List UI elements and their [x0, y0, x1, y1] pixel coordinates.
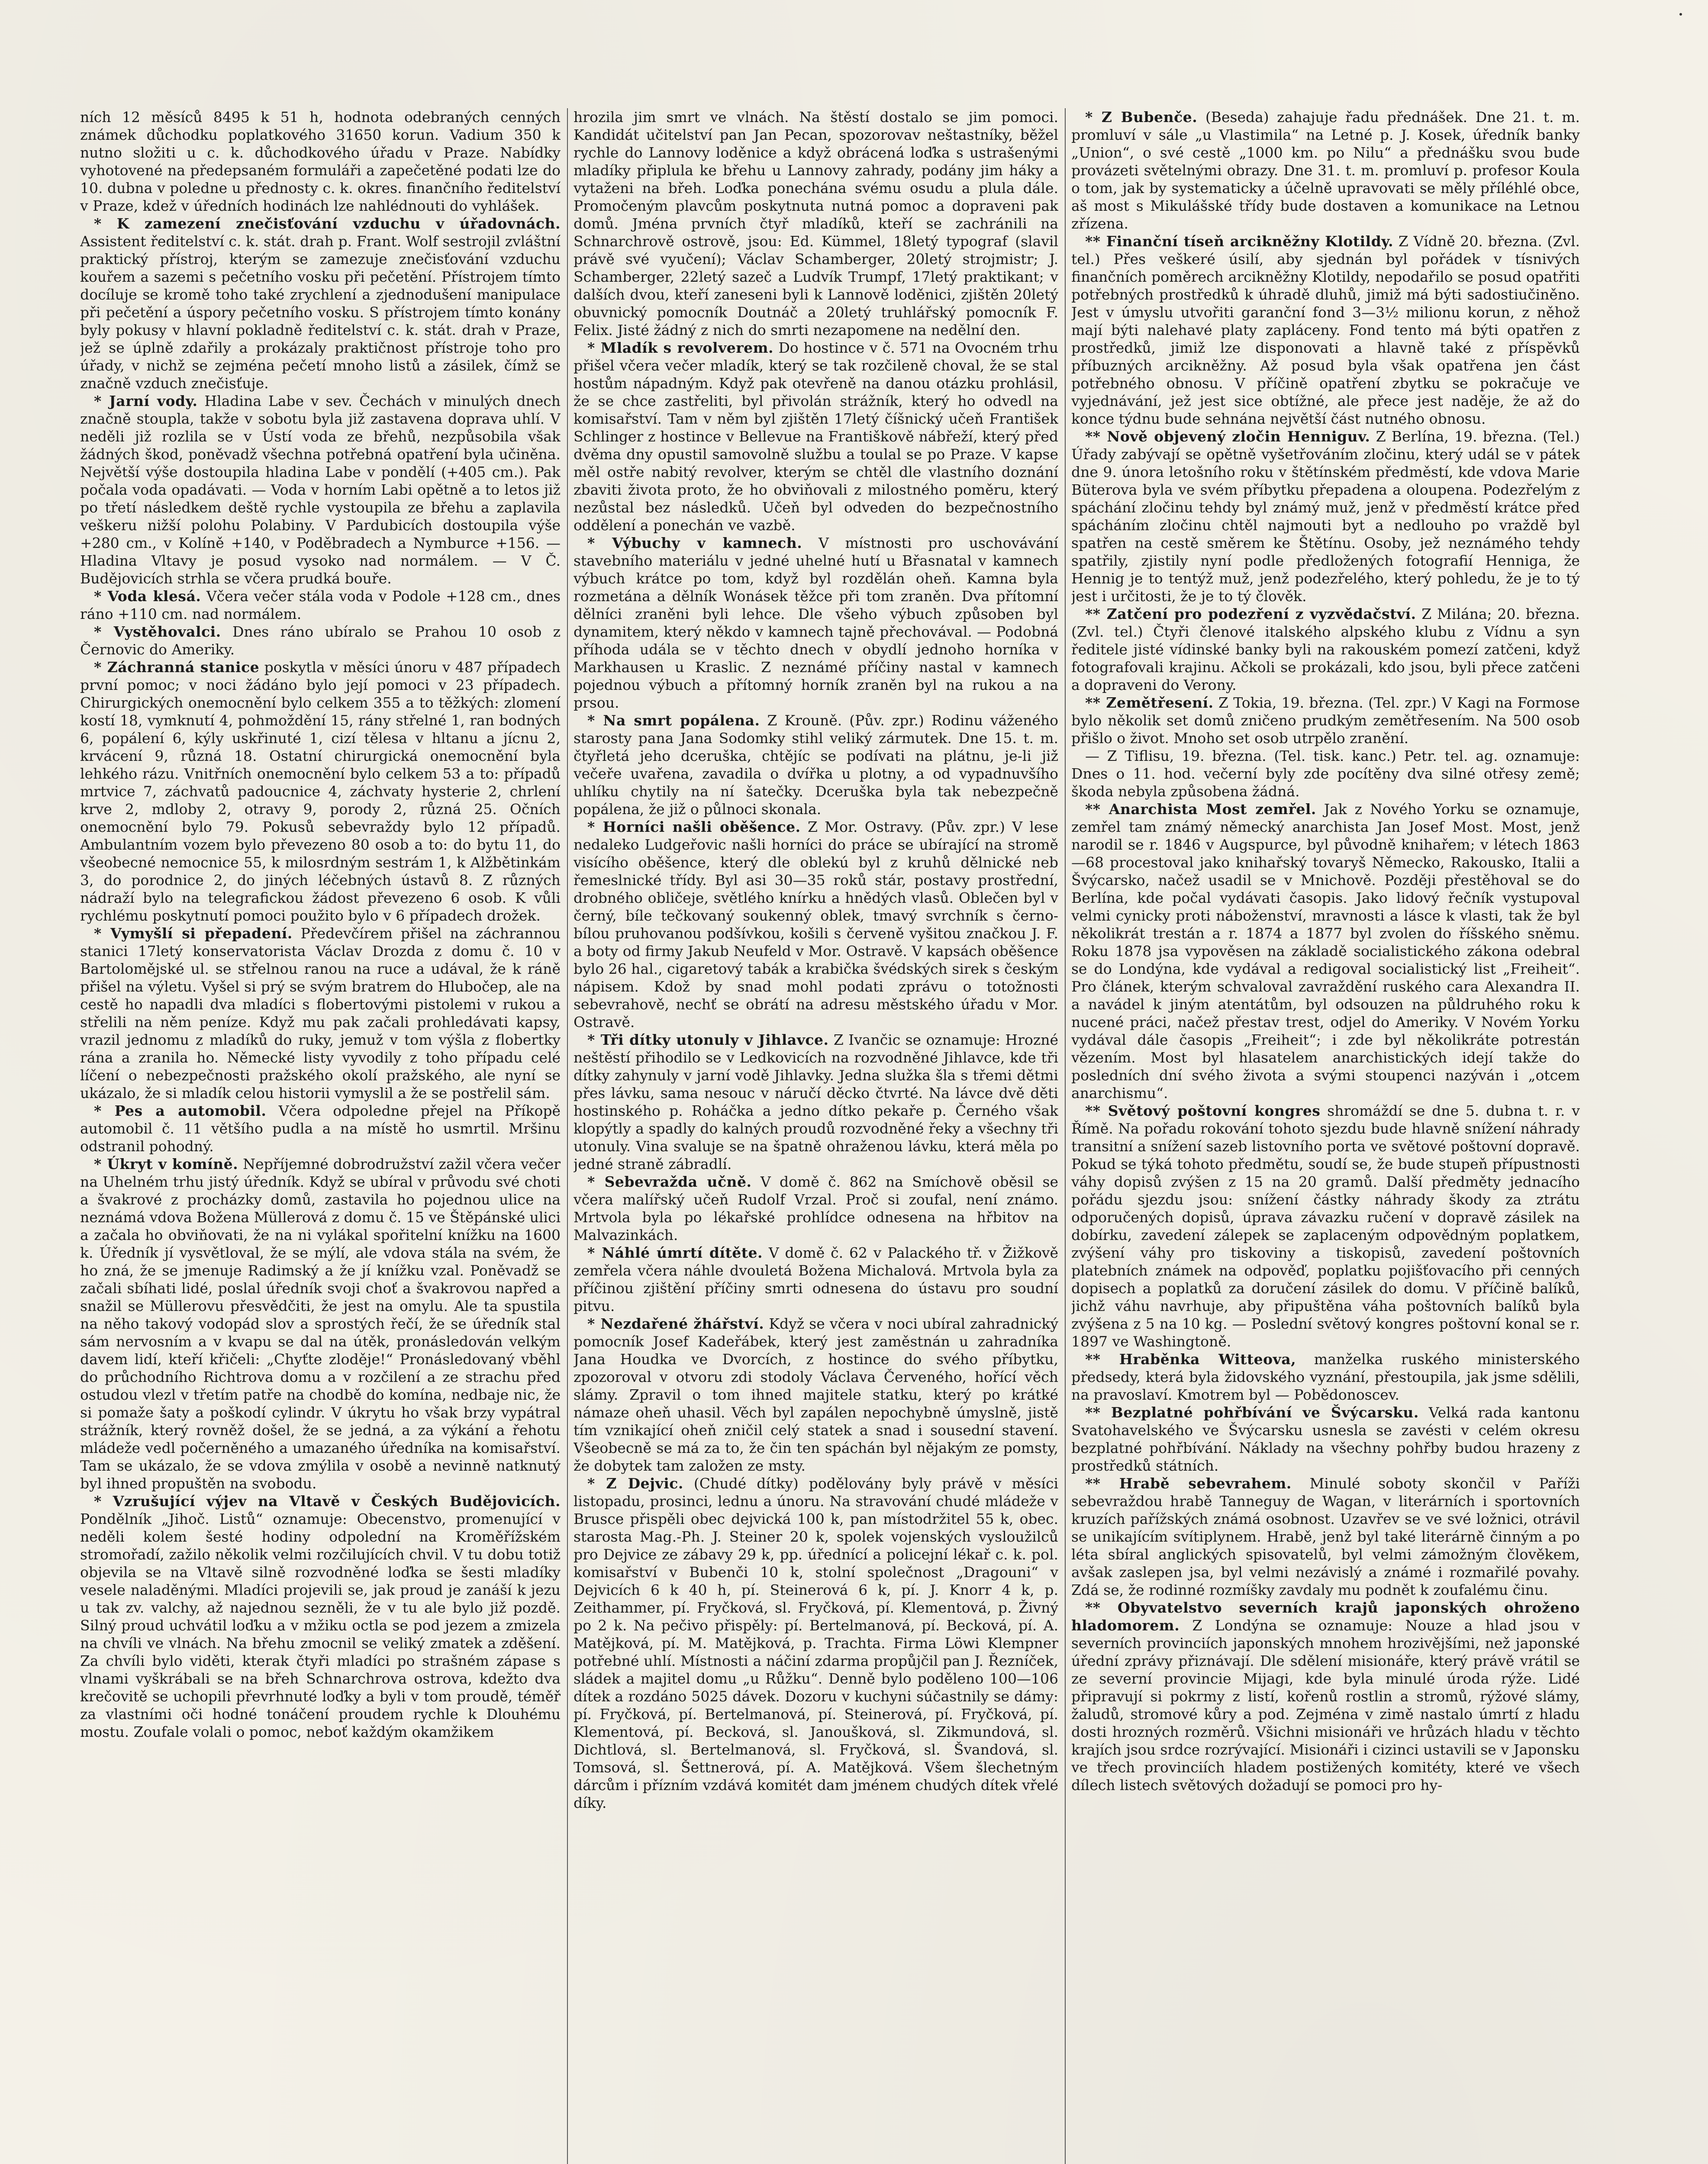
- text-column-1: [80, 108, 561, 2164]
- article-paragraph: [574, 1315, 1058, 1475]
- article-text: Jak z Nového Yorku se oznamuje, zemřel tam známý německý anarchista Jan Josef Most. Most, jenž narodil se r. 1846 v Augspurce, byl původně knihařem; v létech 1863—68 procestoval jako knihařský tovaryš Německo, Rakousko, Italii a Švýcarsko, načež usadil se v Mnichově. Později přestěhoval se do Berlína, kde počal vydávati časopis. Jako lidový řečník vystupoval velmi cynicky proti náboženství, mravnosti a lásce k vlasti, tak že byl několikrát trestán a r. 1874 a 1877 byl zvolen do říšského sněmu. Roku 1878 jsa vypověsen na základě socialistického zákona odebral se do Londýna, kde vydával a redigoval socialistický list „Freiheit“. Pro článek, kterým schvaloval zavraždění ruského cara Alexandra II. a navádel k jiným atentátům, byl odsouzen na půldruhého roku k nucené práci, načež přestav trest, odjel do Ameriky. V Novém Yorku vydával dále časopis „Freiheit“; i zde byl několikráte potrestán vězením. Most byl hlasatelem anarchistických idejí takže do posledních dní svého života a svými stoupenci nazýván i „otcem anarchismu“.: [1071, 801, 1580, 1101]
- article-text: Nepříjemné dobrodružství zažil včera večer na Uhelném trhu jistý úředník. Když se ubíral v průvodu své choti a švakrové z procházky domů, zastavila ho pojednou ulice na neznámá vdova Božena Müllerová z domu č. 15 ve Štěpánské ulici a začala ho obviňovati, že na ni vylákal spořitelní knížku na 1600 k. Úředník jí vysvětloval, že se mýlí, ale vdova stála na svém, že ho zná, že se jmenuje Radimský a že jí knížku vzal. Poněvadž se začali sbíhati lidé, poslal úředník svoji choť a švakrovou napřed a snažil se Müllerovu přesvědčiti, že jest na omylu. Ale ta spustila na něho takový vodopád slov a sprostých řečí, že se úředník stal sám nervosním a v kvapu se dal na útěk, pronásledován velkým davem lidí, kteří křičeli: „Chyťte zloděje!“ Pronásledovaný vběhl do průchodního Richtrova domu a v rozčilení a ze strachu před ostudou vlezl v třetím patře na chodbě do komína, nedbaje nic, že si pomaže šaty a poškodí cylindr. V úkrytu ho však brzy vypátral strážník, který rovněž došel, že se jedná, a za výkání a řehotu mládeže vedl počerněného a umazaného úředníka na komisařství. Tam se ukázalo, že se vdova zmýlila v osobě a nevinně natknutý byl ihned propuštěn na svobodu.: [80, 1156, 561, 1492]
- article-paragraph: [1071, 1102, 1580, 1350]
- article-text: Assistent ředitelství c. k. stát. drah p. Frant. Wolf sestrojil zvláštní praktický přístroj, kterým se zamezuje znečisťování vzduchu kouřem a sazemi s pečetního vosku při pečetění. Přístrojem tímto docíluje se kromě toho také zrychlení a zjednodušení manipulace při pečetění a úspory pečetního vosku. S přístrojem tímto konány byly pokusy v hlavní pokladně ředitelství c. k. stát. drah v Praze, jež se úplně zdařily a prokázaly praktičnost přístroje toho pro úřady, v nichž se zejména pečetí mnoho listů a zásilek, čímž se značně vzduch znečisťuje.: [80, 233, 561, 392]
- article-paragraph: [574, 712, 1058, 818]
- article-text: ních 12 měsíců 8495 k 51 h, hodnota odebraných cenných známek důchodku poplatkového 31650 korun. Vadium 350 k nutno složiti u c. k. důchodkového úřadu v Praze. Nabídky vyhotovené na předepsaném formuláři a zapečetěné podati lze do 10. dubna v poledne u přednosty c. k. okres. finančního ředitelství v Praze, kdež v úředních hodinách lze nahlédnouti do vyhlášek.: [80, 109, 561, 214]
- column-rule-2: [1065, 108, 1066, 2164]
- article-heading: * Voda klesá.: [94, 588, 201, 605]
- article-paragraph: [80, 1102, 561, 1155]
- article-paragraph: [574, 534, 1058, 712]
- article-heading: * Horníci našli oběšence.: [587, 818, 801, 835]
- article-paragraph: [1071, 108, 1580, 232]
- article-paragraph: [574, 1244, 1058, 1315]
- article-heading: * K zamezení znečisťování vzduchu v úřadovnách.: [94, 215, 561, 232]
- article-text: Z Krouně. (Pův. zpr.) Rodinu váženého starosty pana Jana Sodomky stihl veliký zármutek. Dne 15. t. m. čtyřletá jeho dceruška, chtějíc se podívati na plátnu, je-li již večeře uvařena, zavadila o dvířka u plotny, a od vypadnuvšího uhlíku chytily na ní šatečky. Dceruška byla tak nebezpečně popálena, že již o půlnoci skonala.: [574, 712, 1058, 818]
- article-paragraph: [574, 1475, 1058, 1812]
- text-column-3: [1071, 108, 1580, 2164]
- article-heading: ** Hraběnka Witteova,: [1085, 1351, 1296, 1368]
- article-text: Z Vídně 20. března. (Zvl. tel.) Přes veškeré úsilí, aby sjednán byl pořádek v tísnivých finančních poměrech arcikněžny Klotildy, nepodařilo se posud opatřiti potřebných prostředků k úhradě dluhů, jimiž má býti sadostiučiněno. Jest v úmyslu utvořiti garanční fond 3—3½ milionu korun, z něhož mají býti nalehavé platy zapláceny. Fond tento má býti opatřen z prostředků, jimiž lze disponovati a hlavně také z příspěvků příbuzných arcikněžny. Až posud byla však opatřena jen část potřebného obnosu. V příčině opatření zbytku se pokračuje ve vyjednávání, jež jest sice obtížné, ale přece jest naděje, že až do konce týdnu bude sehnána největší část nutného obnosu.: [1071, 233, 1580, 427]
- article-paragraph: [574, 1031, 1058, 1173]
- article-text: Pondělník „Jihoč. Listů“ oznamuje: Obecenstvo, promenující v neděli kolem šesté hodiny odpolední na Kroměřížském stromořadí, zažilo několik velmi rozčilujících chvil. V tu dobu totiž objevila se na Vltavě silně rozvodněné loďka se šesti mladíky vesele naladěnými. Mladíci projevili se, jak proud je zanáší k jezu u tak zv. valchy, až najednou sezněli, že v tu ale bylo již pozdě. Silný proud uchvátil loďku a v mžiku octla se pod jezem a zmizela na chvíli ve vlnách. Na břehu zmocnil se veliký zmatek a zděšení. Za chvíli bylo viděti, kterak čtyři mladíci po strašném zápase s vlnami vyškrábali se na břeh Schnarchrova ostrova, kdežto dva krečovitě se uchopili převrhnuté loďky a byli v tom proudě, téměř za vlastními oči hodné tonáčení proudem rychle k Dlouhému mostu. Zoufale volali o pomoc, neboť každým okamžikem: [80, 1510, 561, 1740]
- article-heading: * Nezdařené žhářství.: [587, 1315, 764, 1332]
- article-heading: ** Hrabě sebevrahem.: [1085, 1475, 1292, 1492]
- article-text: — Z Tiflisu, 19. března. (Tel. tisk. kanc.) Petr. tel. ag. oznamuje: Dnes o 11. hod. večerní byly zde pocítěny dva silné otřesy země; škoda nebyla způsobena žádná.: [1071, 747, 1580, 800]
- article-paragraph: [80, 658, 561, 924]
- article-text: Z Ivančic se oznamuje: Hrozné neštěstí přihodilo se v Ledkovicích na rozvodněné Jihlavce, kde tři dítky zahynuly v jarní vodě Jihlavky. Jedna služka šla s třemi dětmi přes lávku, sama nesouc v náručí děcko čtvrté. Na lávce dvě děti hostinského p. Roháčka a jedno dítko pekaře p. Černého však klopýtly a spadly do kalných proudů rozvodněné řeky a všechny tři utonuly. Vina svaluje se na špatně ohraženou lávku, která měla po jedné straně zábradlí.: [574, 1031, 1058, 1172]
- article-text: Včera odpoledne přejel na Příkopě automobil č. 11 většího pudla a na místě ho usmrtil. Mršinu odstranil pohodný.: [80, 1102, 561, 1155]
- article-text: (Beseda) zahajuje řadu přednášek. Dne 21. t. m. promluví v sále „u Vlastimila“ na Letné p. J. Kosek, úředník banky „Union“, o své cestě „1000 km. po Nilu“ a přednášku svou bude provázeti světelnými obrazy. Dne 31. t. m. promluví p. profesor Koula o tom, jak by systematicky a účelně upravovati se měly příléhlé obce, aš most s Mikulášské třídy bude dostaven a komunikace na Letnou zřízena.: [1071, 109, 1580, 232]
- article-heading: ** Světový poštovní kongres: [1085, 1102, 1321, 1119]
- article-paragraph: [1071, 1404, 1580, 1475]
- article-heading: * Tři dítky utonuly v Jihlavce.: [587, 1031, 829, 1048]
- print-speck: [1679, 13, 1682, 16]
- article-text: (Chudé dítky) podělovány byly právě v měsíci listopadu, prosinci, lednu a únoru. Na stravování chudé mládeže v Brusce přispěli obec dejvická 100 k, pan místodržitel 55 k, obec. starosta Mag.-Ph. J. Steiner 20 k, spolek vojenských vysloužilců pro Dejvice ze zábavy 29 k, pp. úřednící a policejní lékař c. k. pol. komisařství v Bubenči 10 k, stolní společnost „Dragouni“ v Dejvicích 6 k 40 h, pí. Steinerová 6 k, pí. J. Knorr 4 k, p. Zeithammer, pí. Fryčková, sl. Fryčková, pí. Klementová, p. Živný po 2 k. Na pečivo přispěly: pí. Bertelmanová, pí. Becková, pí. A. Matějková, pí. M. Matějková, p. Trachta. Firma Löwi Klempner potřebné uhlí. Místnosti a náčiní zdarma propůjčil pan J. Řezníček, sládek a majitel domu „u Růžku“. Denně bylo poděleno 100—106 dítek a rozdáno 5025 dávek. Dozoru v kuchyni súčastnily se dámy: pí. Fryčková, pí. Bertelmanová, pí. Steinerová, pí. Fryčková, pí. Klementová, pí. Becková, sl. Janoušková, sl. Zikmundová, sl. Dichtlová, sl. Bertelmanová, sl. Fryčková, sl. Švandová, sl. Tomsová, sl. Šettnerová, pí. A. Matějková. Všem šlechetným dárcům i přízním vzdává komitét dam jménem chudých dítek vřelé díky.: [574, 1475, 1058, 1811]
- article-heading: * Z Dejvic.: [587, 1475, 683, 1492]
- article-paragraph: [1071, 1599, 1580, 1794]
- article-heading: ** Zemětřesení.: [1085, 694, 1214, 711]
- article-paragraph: [1071, 1475, 1580, 1599]
- article-text: V domě č. 62 v Palackého tř. v Žižkově zemřela včera náhle dvouletá Božena Michalová. Mrtvola byla za příčinou zjištění příčiny smrti odnesena do ústavu pro soudní pitvu.: [574, 1244, 1058, 1314]
- article-heading: * Úkryt v komíně.: [94, 1156, 238, 1172]
- article-text: Z Mor. Ostravy. (Pův. zpr.) V lese nedaleko Ludgeřovic našli horníci do práce se ubírající na stromě visícího oběšence, který dle oblekú byl z kruhů dělnické neb řemeslnické třídy. Byl asi 30—35 roků stár, postavy prostřední, drobného obličeje, světlého knírku a hnědých vlasů. Oblečen byl v černý, bíle tečkovaný soukenný oblek, tmavý svrchník s černo-bílou pruhovanou podšívkou, košili s červeně vyšitou značkou J. F. a boty od firmy Jakub Neufeld v Mor. Ostravě. V kapsách oběšence bylo 26 hal., cigaretový tabák a krabička švédských sirek s českým nápisem. Kdož by snad mohl podati zprávu o totožnosti sebevrahově, nechť se obrátí na adresu městského úřadu v Mor. Ostravě.: [574, 818, 1058, 1030]
- article-paragraph: [574, 1173, 1058, 1244]
- article-paragraph: [80, 924, 561, 1102]
- article-heading: ** Nově objevený zločin Henniguv.: [1085, 428, 1370, 445]
- article-paragraph: [1071, 1350, 1580, 1404]
- article-heading: * Náhlé úmrtí dítěte.: [587, 1244, 763, 1261]
- text-column-2: [574, 108, 1058, 2164]
- article-text: V místnosti pro uschovávání stavebního materiálu v jedné uhelné hutí u Břasnatal v kamnech výbuch krátce po tom, když byl rozdělán oheň. Kamna byla rozmetána a dělník Wonásek těžce při tom zraněn. Dva přítomní dělníci zraněni byli lehce. Dle všeho výbuch způsoben byl dynamitem, který někdo v kamnech tajně přechovával. — Podobná příhoda udála se v těchto dnech v obydlí jednoho horníka v Markhausen u Kraslic. Z neznámé příčiny nastal v kamnech pojednou výbuch a přítomný horník zraněn byl na rukou a na prsou.: [574, 535, 1058, 711]
- article-paragraph: [1071, 605, 1580, 694]
- article-paragraph: [1071, 232, 1580, 428]
- article-text: V domě č. 862 na Smíchově oběsil se včera malířský učeň Rudolf Vrzal. Proč si zoufal, není známo. Mrtvola byla po lékařské prohlídce odnesena na hřbitov na Malvazinkách.: [574, 1173, 1058, 1243]
- article-heading: ** Zatčení pro podezření z vyzvědačství.: [1085, 605, 1416, 622]
- article-heading: * Vzrušující výjev na Vltavě v Českých Budějovicích.: [94, 1493, 561, 1510]
- article-paragraph: [80, 587, 561, 623]
- article-text: manželka ruského ministerského předsedy, která byla židovského vyznání, přestoupila, jak jsme sdělili, na pravoslaví. Kmotrem byl — Pobědonoscev.: [1071, 1351, 1580, 1403]
- article-heading: ** Anarchista Most zemřel.: [1085, 801, 1316, 818]
- article-paragraph: [574, 108, 1058, 339]
- article-text: Dnes ráno ubíralo se Prahou 10 osob z Černovic do Ameriky.: [80, 623, 561, 658]
- article-heading: * Záchranná stanice: [94, 659, 260, 676]
- article-heading: * Na smrt popálena.: [587, 712, 760, 729]
- article-paragraph: [574, 818, 1058, 1031]
- article-paragraph: [80, 623, 561, 658]
- article-text: Velká rada kantonu Svatohavelského ve Švýcarsku usnesla se zavésti v celém okresu bezplatné pohřbívání. Náklady na všechny pohřby budou hrazeny z prostředků státních.: [1071, 1404, 1580, 1474]
- article-text: Do hostince v č. 571 na Ovocném trhu přišel včera večer mladík, který se tak rozčileně choval, že se stal hostům nápadným. Když pak otevřeně na danou otázku prohlásil, že se chce zastřeliti, byl přivolán strážník, který ho odvedl na komisařství. Tam v něm byl zjištěn 17letý číšnický učeň František Schlinger z hostince v Bellevue na Františkově nábřeží, který před dvěma dny opustil samovolně službu a toulal se po Praze. V kapse měl ostře nabitý revolver, kterým se chtěl dle vlastního doznání zbaviti života proto, že ho obviňovali z milostného poměru, který nezůstal bez následků. Učeň byl odveden do bezpečnostního oddělení a ponechán ve vazbě.: [574, 339, 1058, 534]
- article-heading: * Výbuchy v kamnech.: [587, 535, 802, 551]
- article-text: Minulé soboty skončil v Paříži sebevraždou hrabě Tanneguy de Wagan, v literárních i sportovních kruzích pařížských známá osobnost. Uzavřev se ve své ložnici, otrávil se unikajícím svítiplynem. Hrabě, jenž byl také literárně činným a po léta sbíral anglických spisovatelů, byl velmi zámožným člověkem, avšak zaslepen jsa, byl velmi nezávislý a známé i rozmařilé povahy. Zdá se, že rodinné rozmíšky zavdaly mu podnět k zoufalému činu.: [1071, 1475, 1580, 1598]
- article-paragraph: [80, 1492, 561, 1741]
- article-heading: * Z Bubenče.: [1085, 109, 1198, 126]
- article-heading: ** Bezplatné pohřbívání ve Švýcarsku.: [1085, 1404, 1419, 1421]
- article-text: Z Berlína, 19. března. (Tel.) Úřady zabývají se opětně vyšetřováním zločinu, který udál se v pátek dne 9. února letošního roku v štětínském předměstí, kde vdova Marie Büterova byla ve svém příbytku přepadena a oloupena. Podezřelým z spáchání zločinu tehdy byl známý muž, jenž v předměstí krátce před spácháním zločinu chtěl najmouti byt a nedlouho po vraždě byl spatřen na cestě směrem ke Štětínu. Osoby, jež neznámého tehdy spatřily, zjistily nyní podle předložených fotografií Henniga, že Hennig je to tentýž muž, jenž podezřelého, který pohledu, že je to tý jest i určitosti, že je to tý člověk.: [1071, 428, 1580, 605]
- article-text: Z Milána; 20. března. (Zvl. tel.) Čtyři členové italského alpského klubu z Vídnu a syn ředitele jisté vídinské banky byli na rakouském pomezí zatčeni, když fotografovali krajinu. Ačkoli se prokázali, kdo jsou, byli přece zatčeni a dopraveni do Verony.: [1071, 605, 1580, 693]
- article-paragraph: [1071, 747, 1580, 800]
- article-text: shromáždí se dne 5. dubna t. r. v Římě. Na pořadu rokování tohoto sjezdu bude hlavně snížení náhrady transitní a snížení sazeb listovního porta ve světové poštovní dopravě. Pokud se týká tohoto předmětu, soudí se, že bude stupeň přípustnosti váhy dopisů zvýšen z 15 na 20 gramů. Další předměty jednacího pořádu sjezdu jsou: snížení částky náhrady škody za ztrátu odporučených dopisů, úprava závazku ručení v dopravě zásilek na dobírku, zavedení zálepek se zaplaceným odpovědným poplatkem, zvýšení váhy pro tiskoviny a tiskopisů, zavedení poštovních platebních známek na odpověď, poplatku pojišťovacího při cenných dopisech a poplatků za doručení zásilek do domu. V příčině balíků, jichž váhu navrhuje, aby připuštěna váha poštovních balíků byla zvýšena z 5 na 10 kg. — Poslední světový kongres poštovní konal se r. 1897 ve Washingtoně.: [1071, 1102, 1580, 1350]
- article-heading: ** Obyvatelstvo severních krajů japonských ohroženo hladomorem.: [1071, 1599, 1580, 1634]
- article-paragraph: [1071, 800, 1580, 1102]
- article-text: Předevčírem přišel na záchrannou stanici 17letý konservatorista Václav Drozda z domu č. 10 v Bartolomějské ul. se střelnou ranou na ruce a udával, že k ráně přišel na výletu. Vyšel si prý se svým bratrem do Hlubočep, ale na cestě ho napadli dva mladíci s flobertovými pistolemi v rukou a střelili na něm peníze. Když mu pak začali prohledávati kapsy, vrazil jednomu z mladíků do ruky, jemuž v tom výšla z flobertky rána a zranila ho. Německé listy vyvodily z toho případu celé líčení o nebezpečnosti pražského okolí pražského, ale nyní se ukázalo, že si mladík celou historii vymyslil a že se postřelil sám.: [80, 925, 561, 1101]
- article-heading: * Vystěhovalci.: [94, 623, 221, 640]
- article-text: Když se včera v noci ubíral zahradnický pomocník Josef Kadeřábek, který jest zaměstnán u zahradníka Jana Houdka ve Dvorcích, z hostince do svého příbytku, zpozoroval v otvoru zdi stodoly Václava Červeného, hořící věch slámy. Zpravil o tom ihned majitele statku, který po krátké námaze oheň uhasil. Věch byl zapálen nepochybně úmyslně, jistě tím vznikající oheň zničil celý statek a snad i sousední stavení. Všeobecně se má za to, že čin ten spáchán byl nějakým ze pomsty, že dobytek tam založen ze msty.: [574, 1315, 1058, 1474]
- article-heading: * Jarní vody.: [94, 393, 198, 409]
- article-heading: * Mladík s revolverem.: [587, 339, 774, 356]
- article-text: poskytla v měsíci únoru v 487 případech první pomoc; v noci žádáno bylo její pomoci v 23 případech. Chirurgických onemocnění bylo celkem 355 a to těžkých: zlomení kostí 18, vymknutí 4, pohmoždění 15, rány střelné 1, ran bodných 6, popálení 6, kýly uskřinuté 1, cizí tělesa v hltanu a jícnu 2, krvácení 9, různá 18. Ostatní chirurgická onemocnění byla lehkého rázu. Vnitřních onemocnění bylo celkem 53 a to: případů mrtvice 7, záchvatů padoucnice 4, záchvaty hysterie 2, chrlení krve 2, mdloby 2, otravy 9, porody 2, různá 25. Očních onemocnění bylo 79. Pokusů sebevraždy bylo 12 případů. Ambulantním vozem bylo převezeno 80 osob a to: do bytu 11, do všeobecné nemocnice 55, k milosrdným sestrám 1, k Alžbětinkám 3, do porodnice 2, do jiných léčebných ústavů 8. Z různých nádraží bylo na telegrafickou žádost převezeno 6 osob. K vůli rychlému poskytnutí pomoci použito bylo v 6 případech drožek.: [80, 659, 561, 924]
- article-paragraph: [80, 1155, 561, 1492]
- column-rule-1: [567, 108, 568, 2164]
- article-heading: * Vymyšlí si přepadení.: [94, 925, 293, 942]
- article-paragraph: [80, 392, 561, 587]
- article-text: Z Tokia, 19. března. (Tel. zpr.) V Kagi na Formose bylo několik set domů zničeno prudkým zemětřesením. Na 500 osob přišlo o život. Mnoho set osob utrpělo zranění.: [1071, 694, 1580, 747]
- article-text: Z Londýna se oznamuje: Nouze a hlad jsou v severních provinciích japonských mnohem hrozivějšími, než japonské úřední zprávy přiznávají. Dle sdělení misionáře, který právě vrátil se ze severní provincie Mijagi, kde byla minulé úroda rýže. Lidé připravují si pokrmy z listí, kořenů rostlin a stromů, rýžové slámy, žaludů, stromové kůry a pod. Zejména v zimě nastalo úmrtí z hladu dosti hrozných rozměrů. Všichni misionáři ve hrůzách hladu v těchto krajích jsou srdce rozrývající. Misionáři i cizinci ustavili se v Japonsku ve třech provinciích hladem postižených komitéty, které ve všech dílech listech světových dožadují se pomoci pro hy-: [1071, 1617, 1580, 1794]
- article-paragraph: [80, 108, 561, 215]
- article-paragraph: [80, 215, 561, 392]
- article-heading: * Pes a automobil.: [94, 1102, 267, 1119]
- article-paragraph: [1071, 428, 1580, 605]
- article-text: hrozila jim smrt ve vlnách. Na štěstí dostalo se jim pomoci. Kandidát učitelství pan Jan Pecan, spozorovav neštastníky, běžel rychle do Lannovy loděnice a když obrácená loďka s ustrašenými mladíky připlula ke břehu u Lannovy zahrady, podány jim háky a vytaženi na břeh. Loďka ponechána svému osudu a plula dále. Promočeným plavcům poskytnuta nutná pomoc a dopraveni pak domů. Jména prvních čtyř mladíků, kteří se zachránili na Schnarchrově ostrově, jsou: Ed. Kümmel, 18letý typograf (slavil právě své vyučení); Václav Schamberger, 20letý strojmistr; J. Schamberger, 22letý sazeč a Ludvík Trumpf, 17letý praktikant; v dalších dvou, kteří zaneseni byli k Lannově loděnici, zjištěn 20letý obuvnický pomocník Doutnáč a 20letý truhlářský pomocník F. Felix. Jisté žádný z nich do smrti nezapomene na nedělní den.: [574, 109, 1058, 338]
- article-heading: ** Finanční tíseň arcikněžny Klotildy.: [1085, 233, 1394, 250]
- article-text: Hladina Labe v sev. Čechách v minulých dnech značně stoupla, takže v sobotu byla již zastavena doprava uhlí. V neděli již rozlila se v Ústí voda ze břehů, nezpůsobila však žádných škod, poněvadž všechna potřebná opatření byla učiněna. Největší výše dostoupila hladina Labe v pondělí (+405 cm.). Pak počala voda opadávati. — Voda v horním Labi opětně a to letos již po třetí následkem deště rychle vystoupila ze břehu a zaplavila veškeru nižší polohu Polabiny. V Pardubicích dostoupila výše +280 cm., v Kolíně +140, v Poděbradech a Nymburce +156. — Hladina Vltavy je posud vysoko nad normálem. — V Č. Budějovicích strhla se včera prudká bouře.: [80, 393, 561, 587]
- article-text: Včera večer stála voda v Podole +128 cm., dnes ráno +110 cm. nad normálem.: [80, 588, 561, 622]
- article-paragraph: [1071, 694, 1580, 747]
- article-heading: * Sebevražda učně.: [587, 1173, 752, 1190]
- article-paragraph: [574, 339, 1058, 534]
